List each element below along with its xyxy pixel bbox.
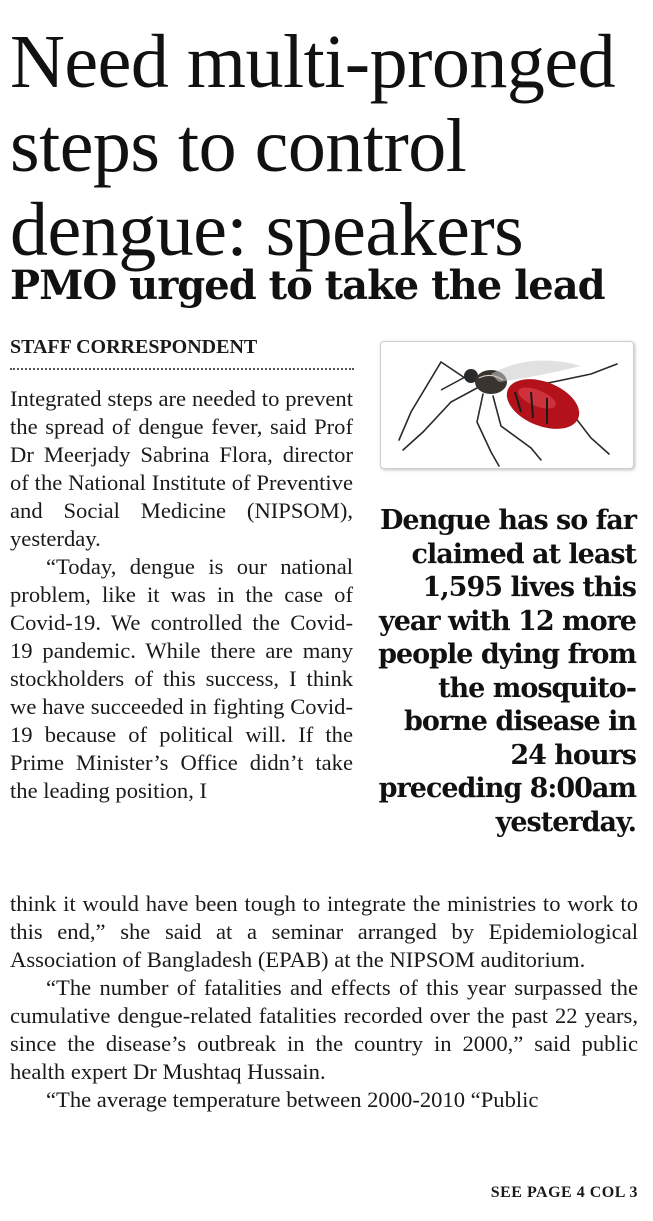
mosquito-photo [380, 341, 634, 469]
headline-line: dengue: speakers [10, 188, 524, 272]
subheadline: PMO urged to take the lead [10, 262, 605, 309]
pull-quote: Dengue has so far claimed at least 1,595 lives this year with 12 more people dying from the mosquito-borne disease in 24 hours preceding 8:00am yesterday. [378, 505, 636, 838]
byline: STAFF CORRESPONDENT [10, 334, 354, 370]
body-full-width [10, 890, 638, 1114]
headline-line: Need multi-pronged [10, 20, 616, 104]
mosquito-illustration [381, 342, 633, 468]
headline-line: steps to control [10, 104, 467, 188]
body-column [10, 385, 353, 805]
body-paragraph: think it would have been tough to integrate the ministries to work to this end,” she said at a seminar arranged by Epidemiological Association of Bangladesh (EPAB) at the NIPSOM auditorium. [10, 891, 638, 972]
body-paragraph: “Today, dengue is our national problem, like it was in the case of Covid-19. We controlled the Covid-19 pandemic. While there are many stockholders of this success, I think we have succeeded in fighting Covid-19 because of political will. If the Prime Minister’s Office didn’t take the leading position, I [10, 554, 353, 803]
body-paragraph: “The number of fatalities and effects of this year surpassed the cumulative dengue-related fatalities recorded over the past 22 years, since the disease’s outbreak in the country in 2000,” said public health expert Dr Mushtaq Hussain. [10, 975, 638, 1084]
headline [10, 20, 646, 272]
body-paragraph: Integrated steps are needed to prevent the spread of dengue fever, said Prof Dr Meerjady Sabrina Flora, director of the National Institute of Preventive and Social Medicine (NIPSOM), yesterday. [10, 386, 353, 551]
body-paragraph: “The average temperature between 2000-2010 “Public [46, 1087, 539, 1112]
continuation-jump-line: SEE PAGE 4 COL 3 [490, 1184, 638, 1201]
